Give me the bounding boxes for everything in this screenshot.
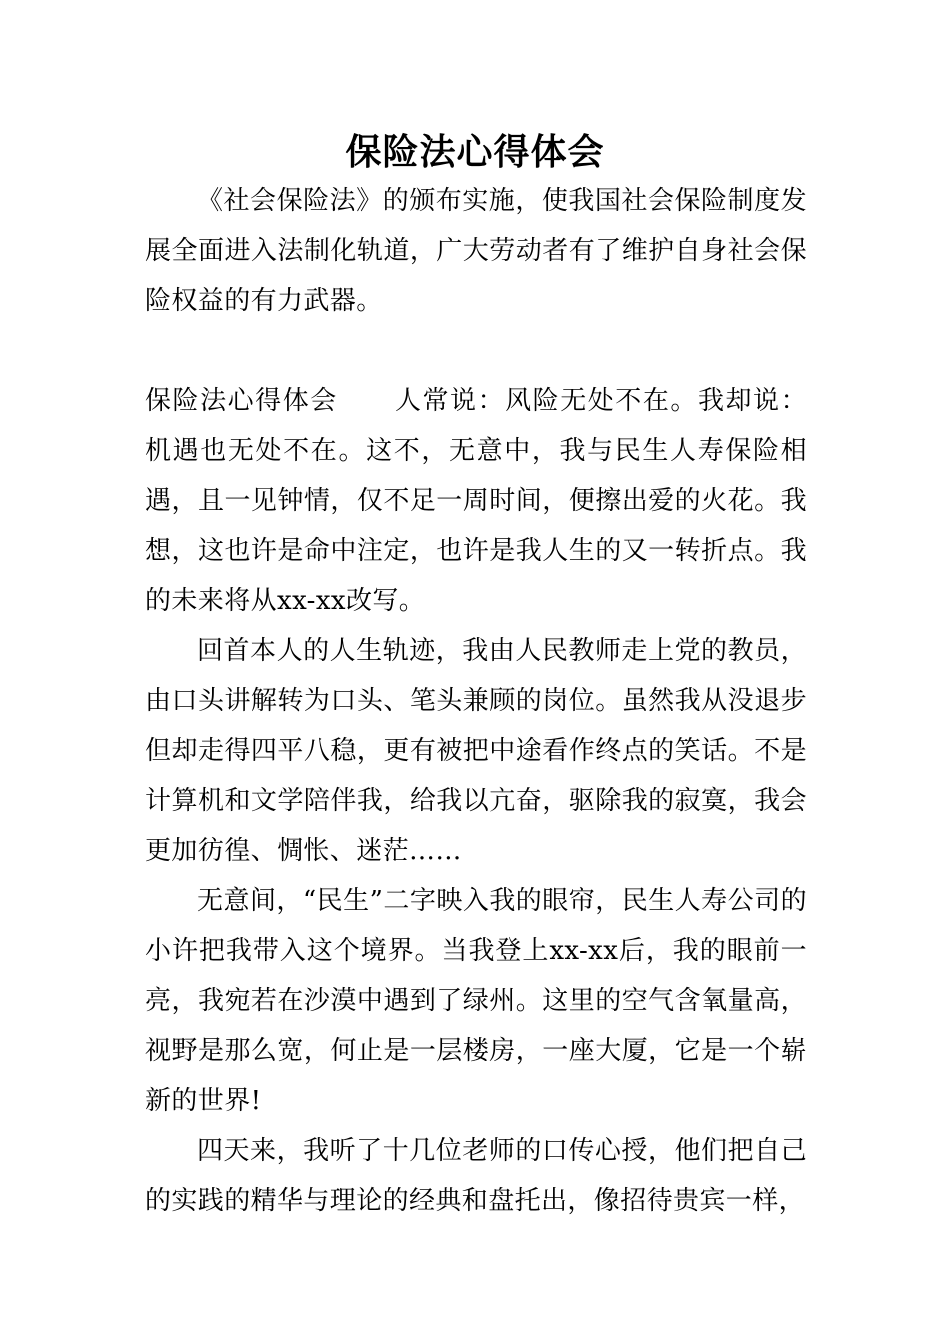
intro-paragraph: 《社会保险法》的颁布实施，使我国社会保险制度发展全面进入法制化轨道，广大劳动者有了维护自身社会保险权益的有力武器。: [145, 186, 807, 316]
document-title: 保险法心得体会: [345, 131, 605, 173]
section-paragraph: [145, 376, 807, 626]
document-body: [145, 176, 807, 326]
section-heading: 保险法心得体会: [145, 386, 338, 416]
section-lead: 人常说：风险无处不在。我却说：机遇也无处不在。这不，无意中，我与民生人寿保险相遇，且一见钟情，仅不足一周时间，便擦出爱的火花。我想，这也许是命中注定，也许是我人生的又一转折点。我的未来将从xx-xx改写。: [145, 386, 807, 616]
body-paragraph-3: 四天来，我听了十几位老师的口传心授，他们把自己的实践的精华与理论的经典和盘托出，像招待贵宾一样，: [145, 1136, 807, 1216]
body-paragraph-1: 回首本人的人生轨迹，我由人民教师走上党的教员，由口头讲解转为口头、笔头兼顾的岗位。虽然我从没退步但却走得四平八稳，更有被把中途看作终点的笑话。不是计算机和文学陪伴我，给我以亢奋，驱除我的寂寞，我会更加彷徨、惆怅、迷茫……: [145, 636, 807, 866]
section-body: [145, 376, 807, 1226]
body-paragraph-2: 无意间，“民生”二字映入我的眼帘，民生人寿公司的小许把我带入这个境界。当我登上xx-xx后，我的眼前一亮，我宛若在沙漠中遇到了绿州。这里的空气含氧量高，视野是那么宽，何止是一层楼房，一座大厦，它是一个崭新的世界!: [145, 886, 807, 1116]
